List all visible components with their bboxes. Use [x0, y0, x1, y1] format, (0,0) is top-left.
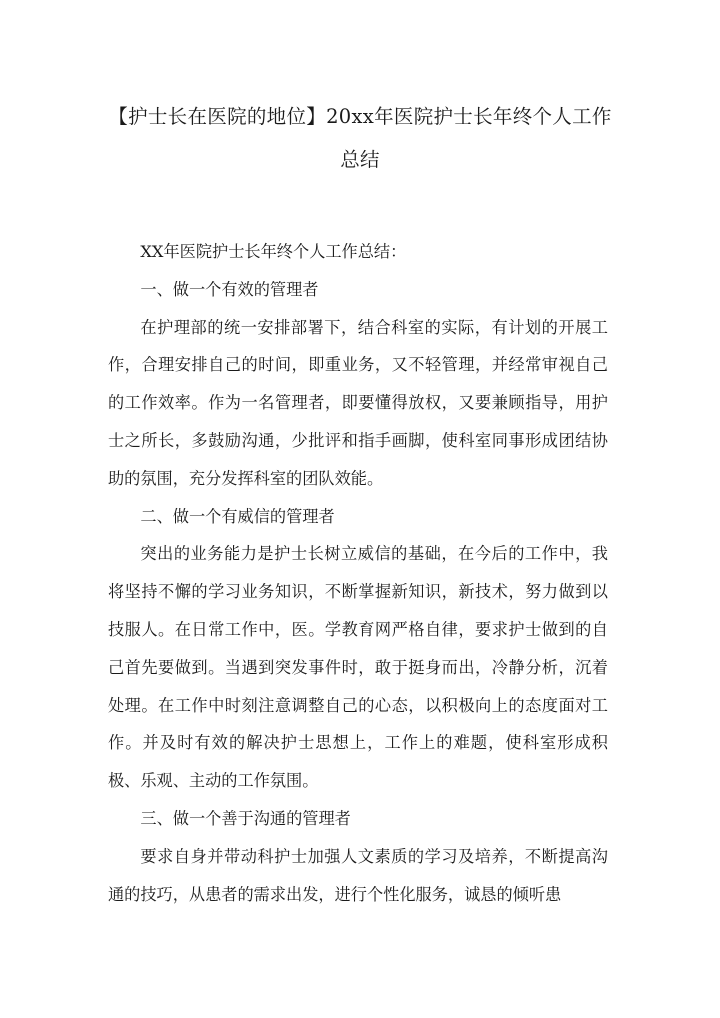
- section-paragraph-1: 在护理部的统一安排部署下，结合科室的实际，有计划的开展工作，合理安排自己的时间，即重业务，又不轻管理，并经常审视自己的工作效率。作为一名管理者，即要懂得放权，又要兼顾指导，用护士之所长，多鼓励沟通，少批评和指手画脚，使科室同事形成团结协助的氛围，充分发挥科室的团队效能。: [108, 317, 608, 488]
- section-paragraph-2: 突出的业务能力是护士长树立威信的基础，在今后的工作中，我将坚持不懈的学习业务知识，不断掌握新知识，新技术，努力做到以技服人。在日常工作中，医。学教育网严格自律，要求护士做到的自己首先要做到。当遇到突发事件时，敢于挺身而出，冷静分析，沉着处理。在工作中时刻注意调整自己的心态，以积极向上的态度面对工作。并及时有效的解决护士思想上，工作上的难题，使科室形成积极、乐观、主动的工作氛围。: [108, 544, 608, 791]
- intro-line: XX年医院护士长年终个人工作总结：: [140, 242, 407, 261]
- section-heading-2: 二、做一个有威信的管理者: [140, 506, 335, 526]
- document-title: 【护士长在医院的地位】20xx年医院护士长年终个人工作总结: [108, 105, 612, 171]
- document-body: [108, 233, 608, 913]
- section-heading-3: 三、做一个善于沟通的管理者: [140, 808, 351, 828]
- section-paragraph-3: 要求自身并带动科护士加强人文素质的学习及培养，不断提高沟通的技巧，从患者的需求出发，进行个性化服务，诚恳的倾听患: [108, 846, 608, 904]
- section-heading-1: 一、做一个有效的管理者: [140, 279, 319, 299]
